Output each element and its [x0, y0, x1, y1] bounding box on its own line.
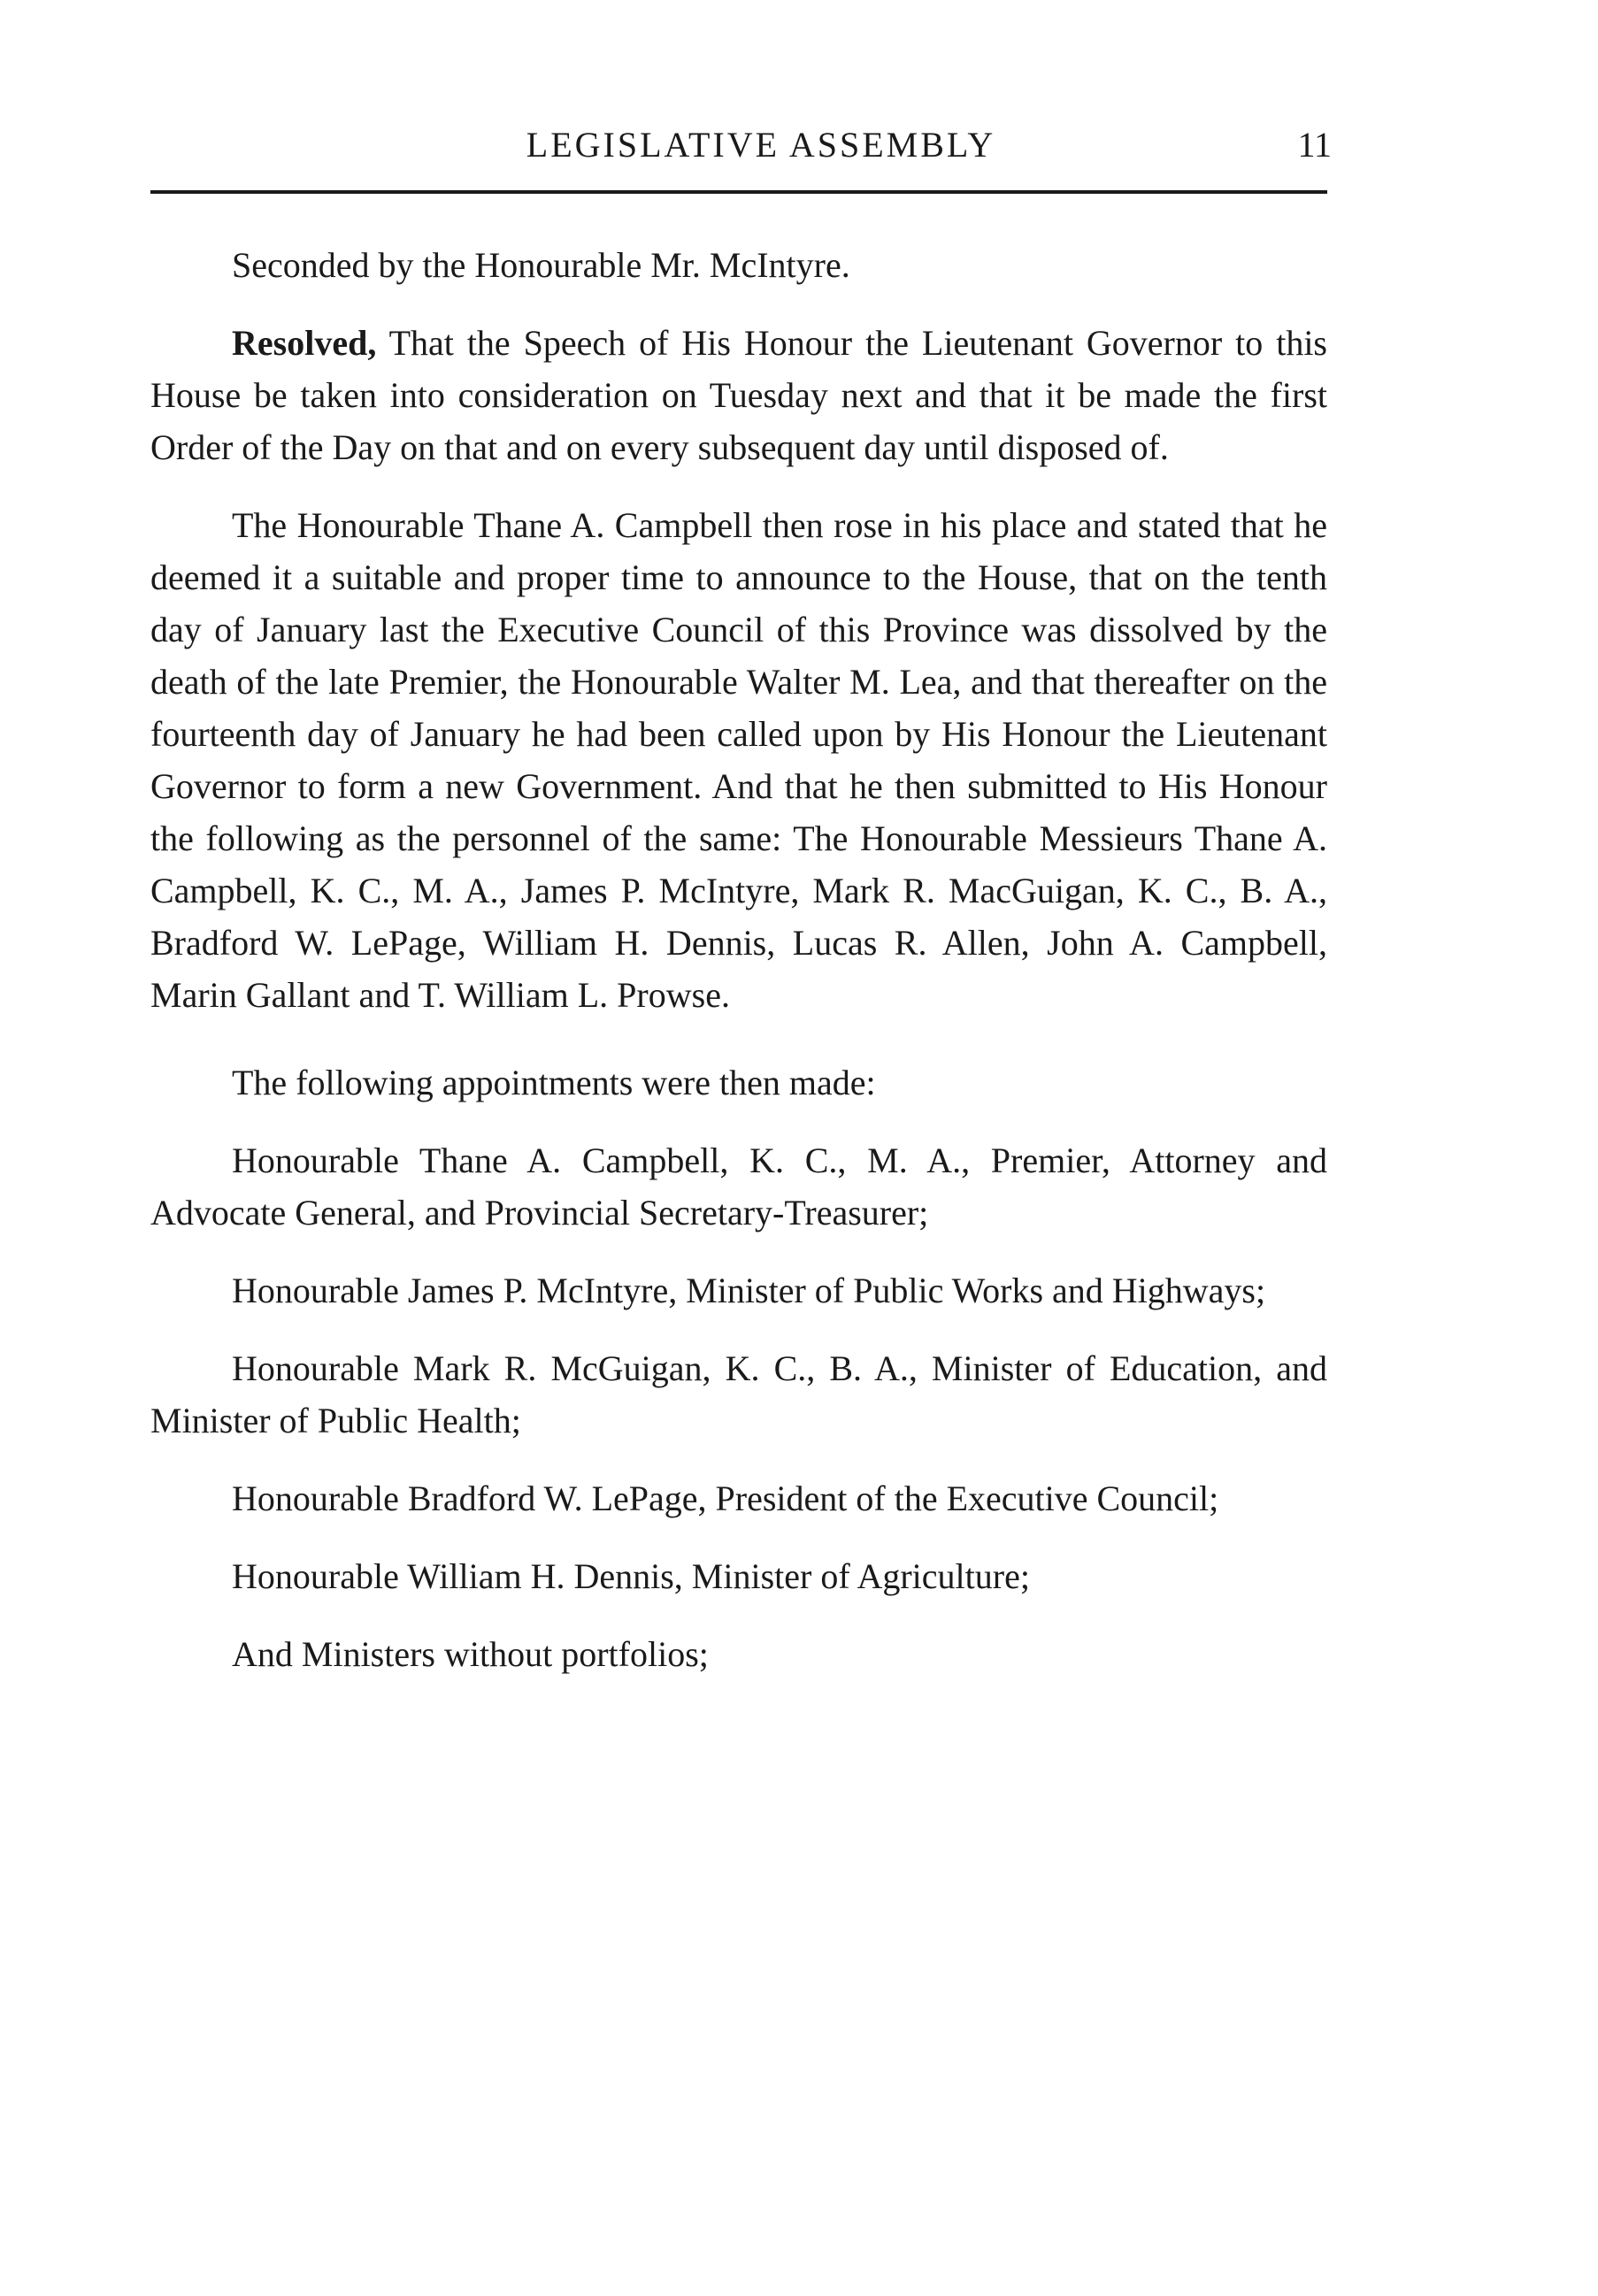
- resolution-lead: Resolved,: [232, 323, 377, 363]
- running-title: LEGISLATIVE ASSEMBLY: [526, 125, 996, 165]
- page-number: 11: [1297, 125, 1332, 165]
- paragraph-ministers-without-portfolios: And Ministers without portfolios;: [232, 1634, 709, 1674]
- paragraph-appointment-public-works: Honourable James P. McIntyre, Minister of Public Works and Highways;: [232, 1271, 1266, 1310]
- paragraph-resolution: [150, 317, 1327, 473]
- header-rule: [150, 190, 1327, 194]
- paragraph-appointment-education: Honourable Mark R. McGuigan, K. C., B. A., Minister of Education, and Minister of Public Health;: [150, 1348, 1327, 1440]
- running-header: [190, 124, 1332, 177]
- paragraph-appointments-intro: The following appointments were then made:: [232, 1063, 876, 1102]
- resolution-text: That the Speech of His Honour the Lieutenant Governor to this House be taken into consideration on Tuesday next and that it be made the first Order of the Day on that and on every subsequent day until disposed of.: [150, 323, 1327, 467]
- paragraph-appointment-council-president: Honourable Bradford W. LePage, President of the Executive Council;: [232, 1478, 1219, 1518]
- paragraph-campbell-statement: The Honourable Thane A. Campbell then rose in his place and stated that he deemed it a suitable and proper time to announce to the House, that on the tenth day of January last the Executive Council of this Province was dissolved by the death of the late Premier, the Honourable Walter M. Lea, and that thereafter on the fourteenth day of January he had been called upon by His Honour the Lieutenant Governor to form a new Government. And that he then submitted to His Honour the following as the personnel of the same: The Honourable Messieurs Thane A. Campbell, K. C., M. A., James P. McIntyre, Mark R. MacGuigan, K. C., B. A., Bradford W. LePage, William H. Dennis, Lucas R. Allen, John A. Campbell, Marin Gallant and T. William L. Prowse.: [150, 505, 1327, 1015]
- paragraph-appointment-premier: Honourable Thane A. Campbell, K. C., M. A., Premier, Attorney and Advocate General, and Provincial Secretary-Treasurer;: [150, 1140, 1327, 1232]
- body-text: [150, 239, 1327, 1706]
- paragraph-appointment-agriculture: Honourable William H. Dennis, Minister of Agriculture;: [232, 1556, 1030, 1596]
- paragraph-seconded: Seconded by the Honourable Mr. McIntyre.: [232, 245, 850, 285]
